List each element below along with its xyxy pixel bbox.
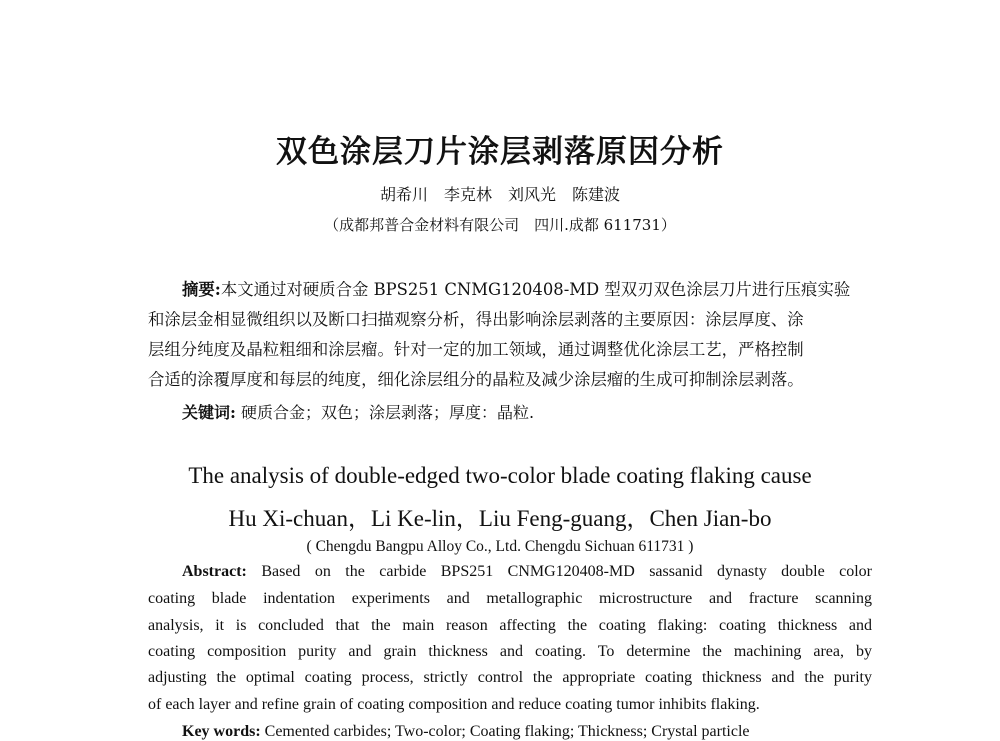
- chinese-abstract-line-1: [148, 276, 872, 300]
- chinese-authors: 胡希川 李克林 刘风光 陈建波: [379, 185, 620, 204]
- chinese-keywords: [182, 400, 534, 423]
- english-authors: Hu Xi-chuan，Li Ke-lin，Liu Feng-guang，Chen Jian-bo: [228, 506, 772, 531]
- chinese-abstract-line-3: 层组分纯度及晶粒粗细和涂层瘤。针对一定的加工领域，通过调整优化涂层工艺，严格控制: [148, 340, 804, 359]
- english-abstract-line-5: adjusting the optimal coating process, strictly control the appropriate coating thickness and the purity: [148, 669, 872, 686]
- english-abstract-label: Abstract:: [182, 563, 247, 580]
- english-keywords-text: Cemented carbides; Two-color; Coating flaking; Thickness; Crystal particle: [264, 723, 750, 740]
- english-keywords: [182, 723, 750, 741]
- english-abstract-line-4: coating composition purity and grain thickness and coating. To determine the machining area, by: [148, 643, 872, 660]
- english-keywords-label: Key words:: [182, 723, 261, 740]
- chinese-affiliation: （成都邦普合金材料有限公司 四川.成都 611731）: [324, 216, 676, 234]
- chinese-abstract-line-2: 和涂层金相显微组织以及断口扫描观察分析，得出影响涂层剥落的主要原因：涂层厚度、涂: [148, 310, 804, 329]
- english-abstract-line-3: analysis, it is concluded that the main reason affecting the coating flaking: coating thickness and: [148, 617, 872, 634]
- english-abstract-line-2: coating blade indentation experiments and metallographic microstructure and fracture scanning: [148, 590, 872, 607]
- chinese-title: 双色涂层刀片涂层剥落原因分析: [276, 134, 724, 170]
- chinese-abstract-text: 本文通过对硬质合金 BPS251 CNMG120408-MD 型双刃双色涂层刀片进行压痕实验: [220, 280, 851, 299]
- english-affiliation: ( Chengdu Bangpu Alloy Co., Ltd. Chengdu Sichuan 611731 ): [306, 538, 694, 555]
- english-title: The analysis of double-edged two-color blade coating flaking cause: [188, 463, 812, 488]
- chinese-abstract-line-4: 合适的涂覆厚度和每层的纯度，细化涂层组分的晶粒及减少涂层瘤的生成可抑制涂层剥落。: [148, 370, 804, 389]
- english-abstract-line-1: [148, 563, 872, 581]
- chinese-abstract-label: 摘要:: [182, 280, 221, 299]
- chinese-keywords-label: 关键词:: [182, 403, 236, 422]
- chinese-keywords-text: 硬质合金；双色；涂层剥落；厚度：晶粒.: [241, 403, 535, 422]
- english-abstract-text: Based on the carbide BPS251 CNMG120408-MD sassanid dynasty double color: [261, 563, 873, 580]
- english-abstract-line-6: of each layer and refine grain of coating composition and reduce coating tumor inhibits flaking.: [148, 696, 760, 713]
